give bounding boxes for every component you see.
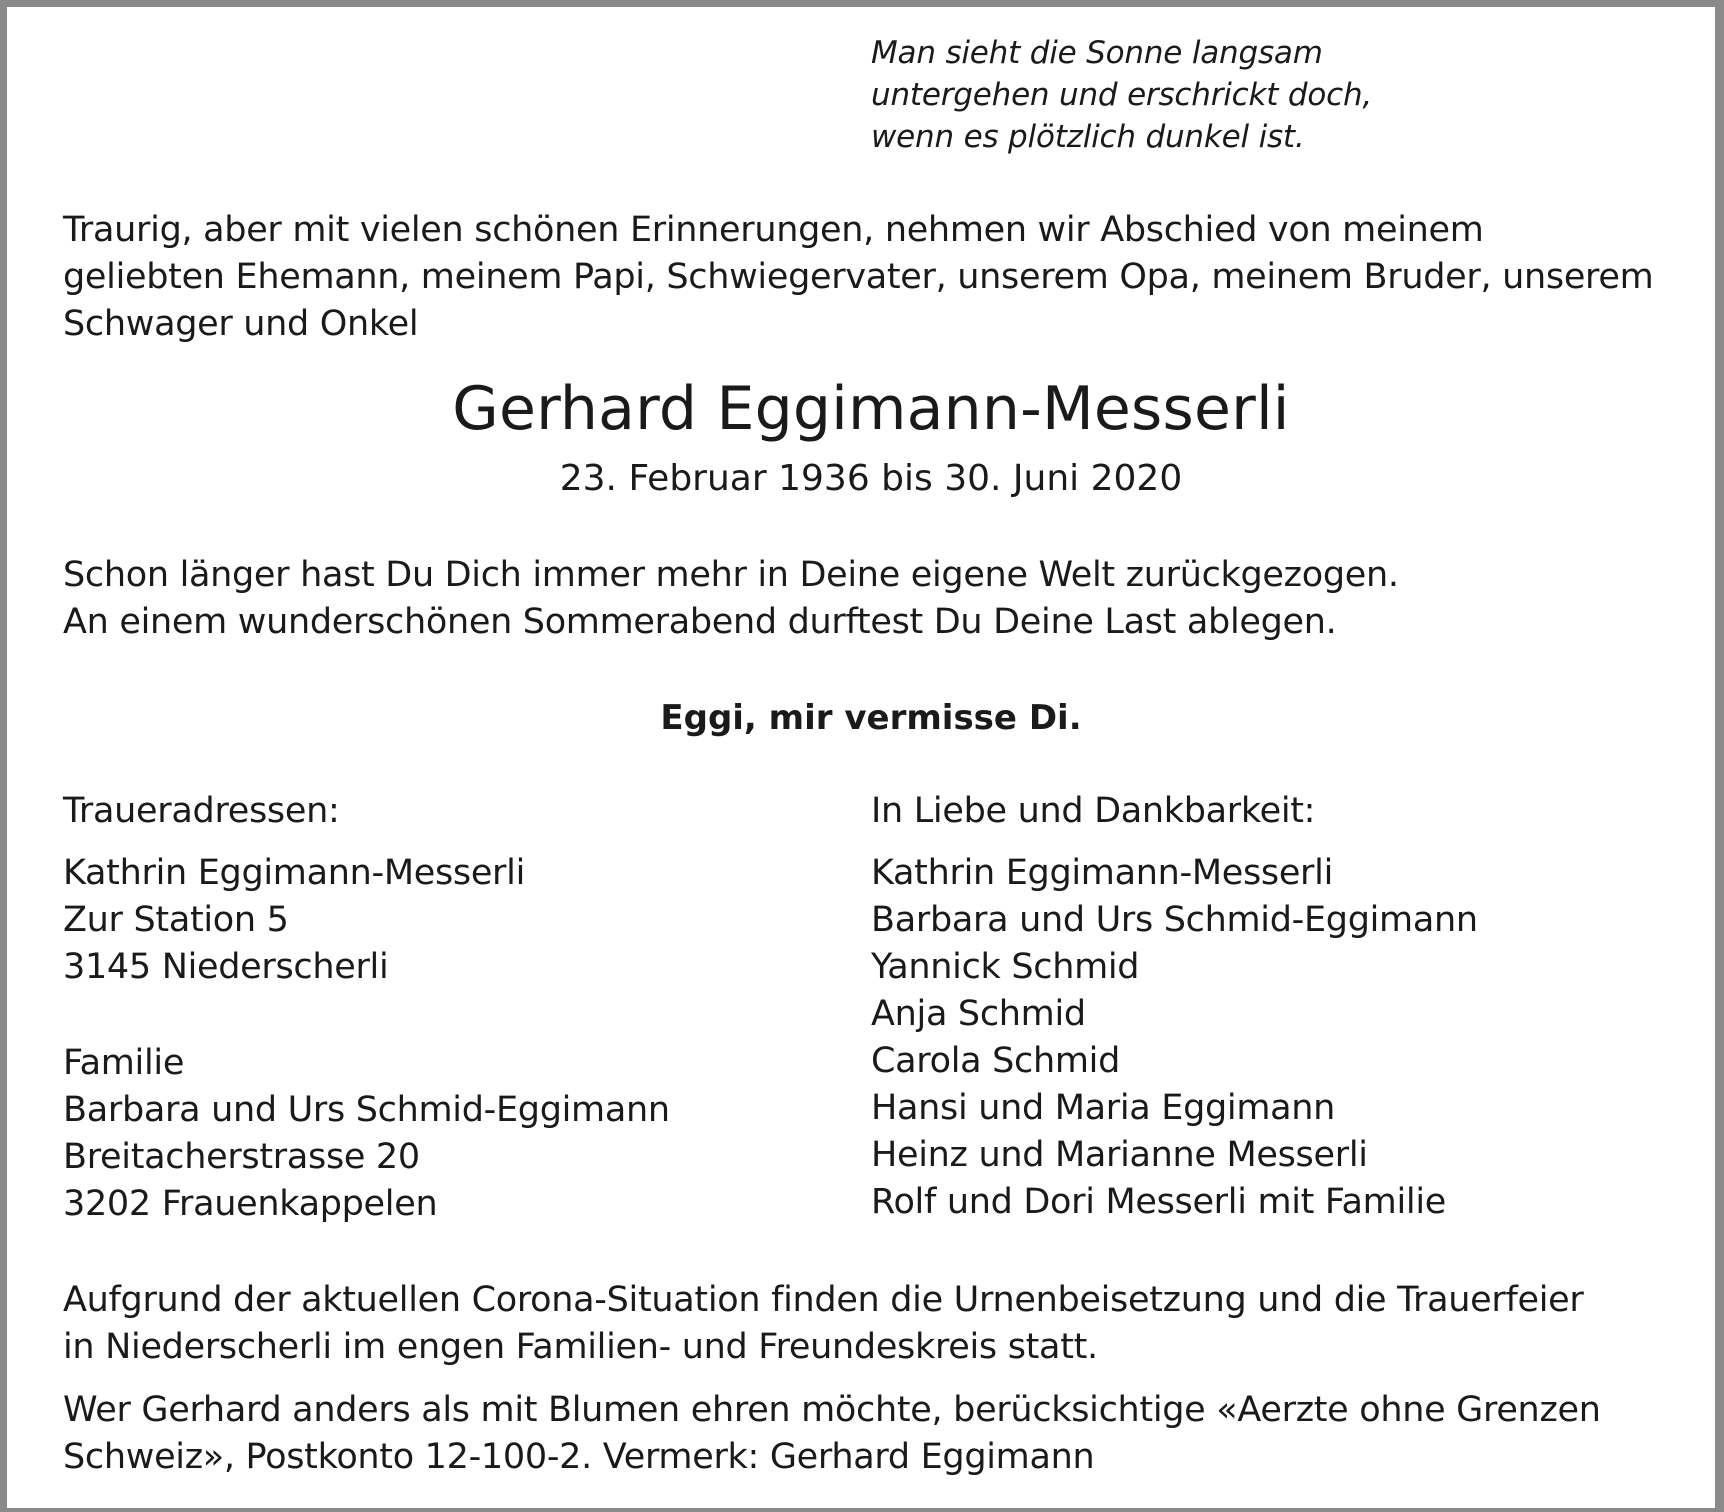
addresses-heading: Traueradressen:	[63, 791, 340, 831]
notice-line: Aufgrund der aktuellen Corona-Situation finden die Urnenbeisetzung und die Trauerfeier	[63, 1280, 1584, 1320]
motto-line: wenn es plötzlich dunkel ist.	[871, 119, 1305, 155]
mourner-name: Heinz und Marianne Messerli	[871, 1135, 1368, 1175]
mourner-name: Hansi und Maria Eggimann	[871, 1088, 1336, 1128]
motto-line: Man sieht die Sonne langsam	[871, 35, 1323, 71]
address-line: Barbara und Urs Schmid-Eggimann	[63, 1090, 670, 1130]
sentiment-line: Eggi, mir vermisse Di.	[660, 698, 1082, 738]
donation-line: Schweiz», Postkonto 12-100-2. Vermerk: Gerhard Eggimann	[63, 1437, 1095, 1477]
address-line: Familie	[63, 1043, 185, 1083]
mourner-name: Carola Schmid	[871, 1041, 1120, 1081]
donation-line: Wer Gerhard anders als mit Blumen ehren möchte, berücksichtige «Aerzte ohne Grenzen	[63, 1390, 1601, 1430]
motto-verse	[871, 32, 1372, 158]
corona-notice	[63, 1277, 1584, 1371]
mourner-name: Rolf und Dori Messerli mit Familie	[871, 1182, 1446, 1222]
message-line: Schon länger hast Du Dich immer mehr in Deine eigene Welt zurückgezogen.	[63, 555, 1399, 595]
intro-line: Schwager und Onkel	[63, 304, 419, 344]
message-line: An einem wunderschönen Sommerabend durftest Du Deine Last ablegen.	[63, 602, 1337, 642]
deceased-name: Gerhard Eggimann-Messerli	[452, 374, 1290, 444]
motto-line: untergehen und erschrickt doch,	[871, 77, 1373, 113]
donation-note	[63, 1387, 1601, 1481]
notice-line: in Niederscherli im engen Familien- und Freundeskreis statt.	[63, 1327, 1098, 1367]
mourner-name: Barbara und Urs Schmid-Eggimann	[871, 900, 1478, 940]
address-line: Zur Station 5	[63, 900, 289, 940]
address-line: 3145 Niederscherli	[63, 947, 389, 987]
mourner-name: Anja Schmid	[871, 994, 1086, 1034]
address-line: Kathrin Eggimann-Messerli	[63, 853, 525, 893]
mourners-heading: In Liebe und Dankbarkeit:	[871, 791, 1316, 831]
mourner-name: Yannick Schmid	[871, 947, 1140, 987]
address-block-first	[63, 850, 525, 991]
life-dates: 23. Februar 1936 bis 30. Juni 2020	[559, 458, 1183, 499]
intro-paragraph	[63, 207, 1653, 348]
intro-line: geliebten Ehemann, meinem Papi, Schwiegervater, unserem Opa, meinem Bruder, unserem	[63, 257, 1654, 297]
intro-line: Traurig, aber mit vielen schönen Erinnerungen, nehmen wir Abschied von meinem	[63, 210, 1484, 250]
message-paragraph	[63, 552, 1399, 646]
address-line: 3202 Frauenkappelen	[63, 1184, 438, 1224]
address-line: Breitacherstrasse 20	[63, 1137, 420, 1177]
mourner-name: Kathrin Eggimann-Messerli	[871, 853, 1333, 893]
mourners-list	[871, 850, 1478, 1226]
address-block-second	[63, 1040, 670, 1228]
